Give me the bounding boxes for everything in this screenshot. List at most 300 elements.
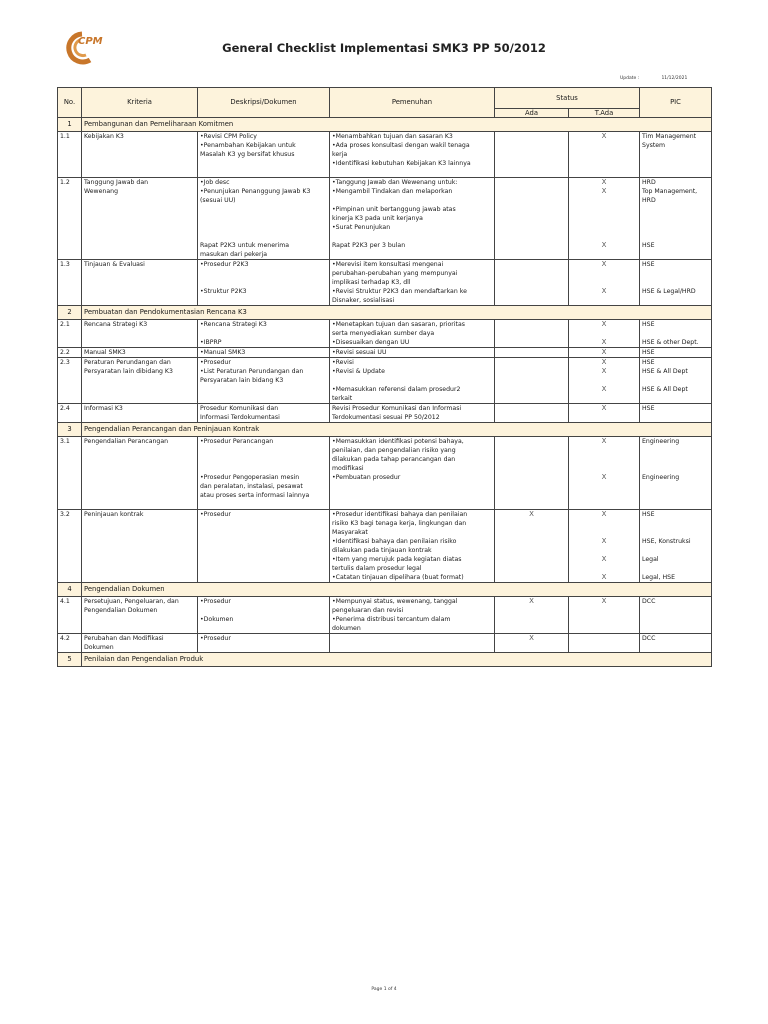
table-row xyxy=(58,178,712,260)
status-mark xyxy=(571,519,637,528)
cell-line: •Identifikasi bahaya dan penilaian risiko xyxy=(332,538,457,545)
table-row xyxy=(58,260,712,306)
col-header-pemenuhan: Pemenuhan xyxy=(330,88,495,118)
cell-line: HSE & All Dept xyxy=(642,386,688,393)
cell-line xyxy=(200,394,327,403)
checklist-table xyxy=(57,87,712,667)
status-mark xyxy=(497,205,566,214)
col-header-pic: PIC xyxy=(640,88,712,118)
status-mark xyxy=(571,564,637,573)
cell-line: •Memasukkan referensi dalam prosedur2 xyxy=(332,386,461,393)
cell-tada xyxy=(569,178,640,260)
cell-line xyxy=(642,491,709,500)
cell-line xyxy=(642,643,709,652)
cell-pic xyxy=(640,437,712,510)
cell-line: Top Management, xyxy=(642,188,698,195)
status-mark xyxy=(571,528,637,537)
status-mark xyxy=(497,358,566,367)
cell-deskripsi xyxy=(198,260,330,306)
cell-line: Informasi K3 xyxy=(84,405,123,412)
cell-line: Legal xyxy=(642,556,659,563)
cell-line xyxy=(642,615,709,624)
cell-line: •Catatan tinjauan dipelihara (buat format) xyxy=(332,574,464,581)
table-row xyxy=(58,348,712,358)
cell-line: Peninjauan kontrak xyxy=(84,511,144,518)
cell-line: HSE xyxy=(642,242,655,249)
cell-pemenuhan xyxy=(330,358,495,404)
cell-deskripsi xyxy=(198,348,330,358)
cell-tada xyxy=(569,348,640,358)
cell-line xyxy=(642,376,709,385)
cell-deskripsi xyxy=(198,358,330,404)
status-mark xyxy=(497,455,566,464)
cell-pemenuhan xyxy=(330,348,495,358)
cell-line: Rapat P2K3 per 3 bulan xyxy=(332,242,406,249)
cell-line: •IBPRP xyxy=(200,339,222,346)
status-mark xyxy=(497,338,566,347)
cell-line xyxy=(642,528,709,537)
status-mark: X xyxy=(601,437,607,445)
table-row xyxy=(58,358,712,404)
cell-ada xyxy=(495,437,569,510)
cell-pemenuhan xyxy=(330,178,495,260)
table-row xyxy=(58,510,712,583)
status-mark xyxy=(497,178,566,187)
section-number: 1 xyxy=(58,118,82,132)
cell-line: HSE xyxy=(642,349,655,356)
cell-line: Peraturan Perundangan dan xyxy=(84,359,171,366)
cell-line: dan peralatan, instalasi, pesawat xyxy=(200,483,303,490)
status-mark xyxy=(497,132,566,141)
section-title: Pengendalian Perancangan dan Peninjauan Kontrak xyxy=(82,423,712,437)
section-number: 5 xyxy=(58,653,82,667)
status-mark xyxy=(497,491,566,500)
cell-line: risiko K3 bagi tenaga kerja, lingkungan dan xyxy=(332,520,467,527)
status-mark: X xyxy=(601,260,607,268)
cell-line: Engineering xyxy=(642,474,680,481)
cell-line: dokumen xyxy=(332,625,361,632)
cell-line: •Menambahkan tujuan dan sasaran K3 xyxy=(332,133,453,140)
status-mark xyxy=(497,196,566,205)
cell-line: •Manual SMK3 xyxy=(200,349,246,356)
status-mark xyxy=(571,394,637,403)
row-number: 2.2 xyxy=(58,348,82,358)
cell-ada xyxy=(495,634,569,653)
cell-tada xyxy=(569,597,640,634)
cell-line xyxy=(642,464,709,473)
status-mark: X xyxy=(601,510,607,518)
status-mark xyxy=(497,528,566,537)
cell-pemenuhan xyxy=(330,510,495,583)
section-row xyxy=(58,583,712,597)
cell-kriteria xyxy=(82,320,198,348)
cell-line: Persyaratan lain dibidang K3 xyxy=(84,368,173,375)
cell-line: HSE & other Dept. xyxy=(642,339,699,346)
cell-tada xyxy=(569,510,640,583)
cell-line: •Revisi Struktur P2K3 dan mendaftarkan ke xyxy=(332,288,467,295)
status-mark xyxy=(497,394,566,403)
cell-pemenuhan xyxy=(330,320,495,348)
cell-tada xyxy=(569,132,640,178)
status-mark xyxy=(571,546,637,555)
cell-line: HSE & All Dept xyxy=(642,368,688,375)
cell-line xyxy=(200,546,327,555)
cell-line xyxy=(200,446,327,455)
cell-line xyxy=(200,500,327,509)
status-mark: X xyxy=(601,555,607,563)
cell-line: •Ada proses konsultasi dengan wakil tenaga xyxy=(332,142,470,149)
status-mark xyxy=(497,141,566,150)
section-row xyxy=(58,118,712,132)
status-mark xyxy=(497,367,566,376)
cell-line xyxy=(200,223,327,232)
cell-deskripsi xyxy=(198,178,330,260)
status-mark: X xyxy=(529,634,534,642)
cell-line: kerja xyxy=(332,151,348,158)
cell-line: Masalah K3 yg bersifat khusus xyxy=(200,151,295,158)
cell-pemenuhan xyxy=(330,437,495,510)
cell-line: HSE xyxy=(642,359,655,366)
cell-line: •Prosedur xyxy=(200,359,231,366)
cell-line xyxy=(642,564,709,573)
cell-line: Wewenang xyxy=(84,188,118,195)
status-mark xyxy=(497,278,566,287)
cell-line xyxy=(332,634,492,643)
cell-pic xyxy=(640,404,712,423)
table-row xyxy=(58,437,712,510)
cell-line: perubahan-perubahan yang mempunyai xyxy=(332,270,458,277)
status-mark: X xyxy=(601,241,607,249)
status-mark: X xyxy=(601,287,607,295)
cell-line xyxy=(642,223,709,232)
cell-line: Pengendalian Dokumen xyxy=(84,607,158,614)
cell-line: •List Peraturan Perundangan dan xyxy=(200,368,304,375)
section-row xyxy=(58,653,712,667)
row-number: 2.1 xyxy=(58,320,82,348)
cell-line xyxy=(332,196,492,205)
status-mark xyxy=(571,250,637,259)
cell-line xyxy=(200,269,327,278)
cell-line xyxy=(332,168,492,177)
status-mark xyxy=(571,150,637,159)
status-mark xyxy=(497,260,566,269)
cell-line: HSE xyxy=(642,321,655,328)
status-mark xyxy=(571,168,637,177)
status-mark xyxy=(497,615,566,624)
status-mark: X xyxy=(601,132,607,140)
cell-line: •Revisi CPM Policy xyxy=(200,133,257,140)
cell-line: Dokumen xyxy=(84,644,114,651)
status-mark: X xyxy=(601,473,607,481)
cell-line: •Prosedur P2K3 xyxy=(200,261,249,268)
status-mark xyxy=(571,413,637,422)
cell-line xyxy=(332,482,492,491)
cell-pic xyxy=(640,634,712,653)
row-number: 2.3 xyxy=(58,358,82,404)
section-row xyxy=(58,423,712,437)
col-header-no: No. xyxy=(58,88,82,118)
update-label: Update : xyxy=(620,76,640,81)
cell-line: dilakukan pada tahap perancangan dan xyxy=(332,456,456,463)
status-mark xyxy=(497,564,566,573)
cell-line xyxy=(642,168,709,177)
cell-line xyxy=(642,159,709,168)
status-mark xyxy=(571,376,637,385)
cell-pic xyxy=(640,132,712,178)
cell-line xyxy=(200,232,327,241)
cell-line xyxy=(642,546,709,555)
cell-line xyxy=(200,537,327,546)
row-number: 1.3 xyxy=(58,260,82,306)
status-mark xyxy=(571,446,637,455)
cell-line: Tim Management xyxy=(642,133,697,140)
cell-kriteria xyxy=(82,348,198,358)
status-mark xyxy=(497,241,566,250)
status-mark xyxy=(571,615,637,624)
cell-line: DCC xyxy=(642,598,656,605)
cell-pic xyxy=(640,320,712,348)
section-number: 3 xyxy=(58,423,82,437)
cell-deskripsi xyxy=(198,597,330,634)
table-row xyxy=(58,404,712,423)
status-mark xyxy=(497,329,566,338)
cell-line: DCC xyxy=(642,635,656,642)
cell-line xyxy=(200,555,327,564)
row-number: 1.2 xyxy=(58,178,82,260)
status-mark xyxy=(571,455,637,464)
cell-pic xyxy=(640,358,712,404)
status-mark xyxy=(571,223,637,232)
table-row xyxy=(58,320,712,348)
cell-line: •Job desc xyxy=(200,179,230,186)
row-number: 3.2 xyxy=(58,510,82,583)
cell-kriteria xyxy=(82,260,198,306)
cell-line: •Revisi sesuai UU xyxy=(332,349,387,356)
cell-line: Tinjauan & Evaluasi xyxy=(84,261,145,268)
cell-line: •Mengambil Tindakan dan melaporkan xyxy=(332,188,453,195)
status-mark: X xyxy=(601,187,607,195)
cell-line: Prosedur Komunikasi dan xyxy=(200,405,279,412)
status-mark xyxy=(571,269,637,278)
cell-pemenuhan xyxy=(330,132,495,178)
cell-line: •Identifikasi kebutuhan Kebijakan K3 lainnya xyxy=(332,160,471,167)
status-mark xyxy=(497,437,566,446)
status-mark xyxy=(497,446,566,455)
cell-line xyxy=(642,269,709,278)
status-mark: X xyxy=(601,573,607,581)
cell-line xyxy=(642,446,709,455)
cell-line: HSE & Legal/HRD xyxy=(642,288,696,295)
cell-line: •Penerima distribusi tercantum dalam xyxy=(332,616,451,623)
cell-line: Legal, HSE xyxy=(642,574,676,581)
cell-line: •Pembuatan prosedur xyxy=(332,474,401,481)
col-header-ada: Ada xyxy=(495,109,569,118)
cell-line: •Memasukkan identifikasi potensi bahaya, xyxy=(332,438,464,445)
table-row xyxy=(58,634,712,653)
cell-line: HSE xyxy=(642,405,655,412)
cell-line: •Revisi xyxy=(332,359,354,366)
cell-line: (sesuai UU) xyxy=(200,197,236,204)
status-mark xyxy=(497,269,566,278)
cell-line: Kebijakan K3 xyxy=(84,133,124,140)
status-mark xyxy=(497,537,566,546)
status-mark xyxy=(497,482,566,491)
cell-ada xyxy=(495,178,569,260)
status-mark xyxy=(497,643,566,652)
cell-tada xyxy=(569,358,640,404)
status-mark xyxy=(571,464,637,473)
cell-line: modifikasi xyxy=(332,465,364,472)
status-mark xyxy=(571,491,637,500)
cell-line: •Merevisi item konsultasi mengenai xyxy=(332,261,444,268)
cell-line xyxy=(200,643,327,652)
cell-line xyxy=(200,205,327,214)
cell-tada xyxy=(569,404,640,423)
status-mark xyxy=(497,464,566,473)
cell-line: Terdokumentasi sesuai PP 50/2012 xyxy=(332,414,440,421)
status-mark xyxy=(497,348,566,357)
cell-line xyxy=(642,455,709,464)
status-mark xyxy=(571,329,637,338)
update-value: 11/12/2021 xyxy=(661,76,688,81)
cell-line: Manual SMK3 xyxy=(84,349,126,356)
status-mark xyxy=(497,214,566,223)
cell-line: Perubahan dan Modifikasi xyxy=(84,635,164,642)
cell-ada xyxy=(495,132,569,178)
cell-line: •Prosedur xyxy=(200,598,231,605)
cell-line: HSE xyxy=(642,261,655,268)
cell-line xyxy=(642,606,709,615)
section-number: 4 xyxy=(58,583,82,597)
cell-line xyxy=(200,214,327,223)
cell-line: HRD xyxy=(642,197,656,204)
cell-line xyxy=(200,278,327,287)
cell-line: Tanggung Jawab dan xyxy=(84,179,149,186)
cell-line xyxy=(200,464,327,473)
status-mark xyxy=(497,287,566,296)
cell-line xyxy=(332,376,492,385)
status-mark: X xyxy=(601,597,607,605)
cell-line: terkait xyxy=(332,395,353,402)
cell-deskripsi xyxy=(198,132,330,178)
cell-line: Disnaker, sosialisasi xyxy=(332,297,395,304)
status-mark: X xyxy=(601,404,607,412)
cell-line xyxy=(200,606,327,615)
cell-deskripsi xyxy=(198,404,330,423)
cell-pemenuhan xyxy=(330,597,495,634)
col-header-status: Status xyxy=(495,88,640,109)
status-mark xyxy=(571,278,637,287)
cell-kriteria xyxy=(82,510,198,583)
cell-line: •Prosedur xyxy=(200,635,231,642)
cell-line xyxy=(200,519,327,528)
status-mark xyxy=(571,606,637,615)
cell-kriteria xyxy=(82,634,198,653)
col-header-kriteria: Kriteria xyxy=(82,88,198,118)
cell-line xyxy=(332,232,492,241)
status-mark xyxy=(497,555,566,564)
cell-line: •Surat Penunjukan xyxy=(332,224,391,231)
cell-ada xyxy=(495,260,569,306)
section-title: Pembangunan dan Pemeliharaan Komitmen xyxy=(82,118,712,132)
cell-kriteria xyxy=(82,404,198,423)
status-mark xyxy=(497,546,566,555)
status-mark xyxy=(571,482,637,491)
cell-line xyxy=(200,624,327,633)
col-header-tada: T.Ada xyxy=(569,109,640,118)
checklist-body xyxy=(58,118,712,667)
status-mark xyxy=(497,624,566,633)
status-mark xyxy=(571,141,637,150)
cell-line xyxy=(642,278,709,287)
cell-line xyxy=(642,205,709,214)
status-mark xyxy=(497,519,566,528)
cell-line xyxy=(200,573,327,582)
cell-line: Persetujuan, Pengeluaran, dan xyxy=(84,598,179,605)
status-mark xyxy=(571,500,637,509)
cell-line: •Item yang merujuk pada kegiatan diatas xyxy=(332,556,462,563)
status-mark xyxy=(497,223,566,232)
cell-tada xyxy=(569,634,640,653)
cell-pic xyxy=(640,260,712,306)
cell-pic xyxy=(640,348,712,358)
cell-line: •Dokumen xyxy=(200,616,234,623)
cell-line xyxy=(642,624,709,633)
cell-line: pengeluaran dan revisi xyxy=(332,607,404,614)
cell-line xyxy=(642,500,709,509)
cell-line xyxy=(200,528,327,537)
cell-line: •Menetapkan tujuan dan sasaran, prioritas xyxy=(332,321,466,328)
cell-line: serta menyediakan sumber daya xyxy=(332,330,435,337)
status-mark xyxy=(571,214,637,223)
cell-pic xyxy=(640,597,712,634)
cell-line xyxy=(332,250,492,259)
status-mark: X xyxy=(601,338,607,346)
status-mark xyxy=(497,187,566,196)
cell-deskripsi xyxy=(198,437,330,510)
cell-pemenuhan xyxy=(330,260,495,306)
cell-line: HRD xyxy=(642,179,656,186)
cell-line: •Disesuaikan dengan UU xyxy=(332,339,410,346)
cell-line xyxy=(200,385,327,394)
cell-line: Rapat P2K3 untuk menerima xyxy=(200,242,290,249)
section-row xyxy=(58,306,712,320)
cell-pemenuhan xyxy=(330,404,495,423)
cell-line: •Struktur P2K3 xyxy=(200,288,247,295)
cell-kriteria xyxy=(82,437,198,510)
status-mark xyxy=(497,232,566,241)
cell-line: masukan dari pekerja xyxy=(200,251,268,258)
cell-pic xyxy=(640,510,712,583)
status-mark: X xyxy=(601,385,607,393)
row-number: 1.1 xyxy=(58,132,82,178)
cell-kriteria xyxy=(82,178,198,260)
cell-line xyxy=(200,329,327,338)
cell-line: •Tanggung Jawab dan Wewenang untuk: xyxy=(332,179,458,186)
cell-deskripsi xyxy=(198,320,330,348)
status-mark: X xyxy=(601,358,607,366)
row-number: 4.2 xyxy=(58,634,82,653)
status-mark xyxy=(571,205,637,214)
status-mark xyxy=(571,232,637,241)
section-title: Penilaian dan Pengendalian Produk xyxy=(82,653,712,667)
cell-line xyxy=(642,296,709,305)
cell-line: dilakukan pada tinjauan kontrak xyxy=(332,547,432,554)
status-mark xyxy=(497,168,566,177)
cell-line: HSE xyxy=(642,511,655,518)
section-title: Pembuatan dan Pendokumentasian Rencana K3 xyxy=(82,306,712,320)
update-info xyxy=(620,76,687,81)
